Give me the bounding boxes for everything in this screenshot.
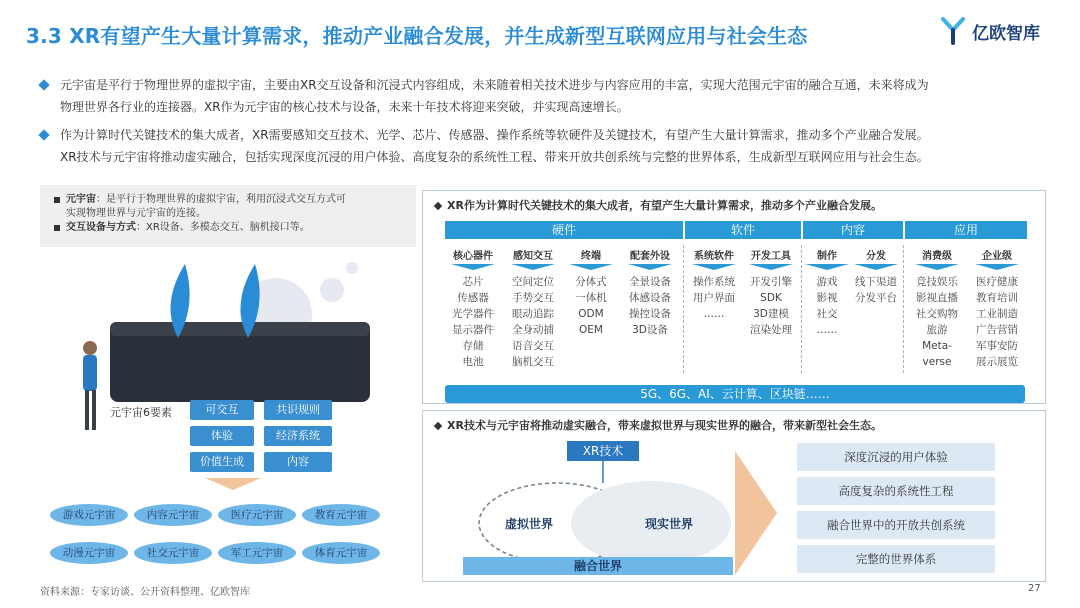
column-heading: 核心器件: [453, 251, 493, 262]
real-world-label: 现实世界: [645, 517, 694, 531]
fusion-panel-heading: [435, 417, 882, 433]
chevron-down-icon: [749, 264, 793, 270]
column-item: 影视直播: [916, 292, 958, 304]
column-item: 眼动追踪: [512, 308, 554, 320]
column-item: 电池: [462, 356, 484, 368]
six-elements-label: 元宇宙6要素: [110, 406, 172, 419]
definition-item: [52, 221, 404, 235]
universe-ellipse: 游戏元宇宙: [50, 504, 128, 526]
divider: [801, 245, 802, 373]
down-arrow-icon: [205, 478, 261, 490]
column-item: 传感器: [457, 292, 489, 304]
heading-text: XR技术与元宇宙将推动虚实融合，带来虚拟世界与现实世界的融合，带来新型社会生态。: [447, 419, 882, 432]
universe-ellipse: 医疗元宇宙: [218, 504, 296, 526]
column-item: 脑机交互: [512, 356, 554, 368]
column-item: 语音交互: [512, 340, 554, 352]
column-item: 全景设备: [629, 276, 671, 288]
square-bullet-icon: [54, 225, 60, 231]
category-bar-application: 应用: [905, 221, 1027, 239]
divider: [903, 245, 904, 373]
column-item: 医疗健康: [976, 276, 1018, 288]
column-item: ……: [703, 308, 725, 320]
column: [447, 247, 499, 370]
diamond-bullet-icon: [434, 422, 442, 430]
source-note: 资料来源：专家访谈、公开资料整理、亿欧智库: [40, 587, 250, 598]
column: [687, 247, 741, 322]
column-item: 用户界面: [693, 292, 735, 304]
infrastructure-bar: 5G、6G、AI、云计算、区块链……: [445, 385, 1025, 403]
definition-text: ：是平行于物理世界的虚拟宇宙，利用沉浸式交互方式可: [96, 194, 346, 205]
chevron-down-icon: [628, 264, 672, 270]
column-item: 竞技娱乐: [916, 276, 958, 288]
chevron-down-icon: [854, 264, 898, 270]
column-heading: 企业级: [982, 251, 1012, 262]
column-heading: 系统软件: [694, 251, 734, 262]
column: [805, 247, 849, 338]
column-heading: 配套外设: [630, 251, 670, 262]
outcome-box: 高度复杂的系统性工程: [797, 477, 995, 505]
fusion-world-bar: 融合世界: [463, 557, 733, 575]
definition-text: ：XR设备、多模态交互、脑机接口等。: [136, 222, 310, 233]
category-bar-software: 软件: [685, 221, 801, 239]
chevron-down-icon: [915, 264, 959, 270]
intro-bullets: [40, 74, 1050, 174]
column-item: 手势交互: [512, 292, 554, 304]
universe-ellipse: 动漫元宇宙: [50, 542, 128, 564]
element-chip: 可交互: [190, 400, 254, 420]
column-item: 旅游: [926, 324, 948, 336]
column-item: 操作系统: [693, 276, 735, 288]
column-item: 军事安防: [976, 340, 1018, 352]
column-item: 开发引擎: [750, 276, 792, 288]
bullet-paragraph: [40, 74, 1050, 118]
definition-term: 交互设备与方式: [66, 222, 136, 233]
chevron-down-icon: [805, 264, 849, 270]
definition-term: 元宇宙: [66, 194, 96, 205]
chevron-down-icon: [511, 264, 555, 270]
chevron-down-icon: [569, 264, 613, 270]
bullet-line: 作为计算时代关键技术的集大成者，XR需要感知交互技术、光学、芯片、传感器、操作系统等软硬件及关键技术，有望产生大量计算需求，推动多个产业融合发展。: [60, 128, 929, 142]
column-item: 显示器件: [452, 324, 494, 336]
xr-tech-box: XR技术: [567, 441, 639, 461]
column-item: 工业制造: [976, 308, 1018, 320]
right-arrow-icon: [735, 451, 777, 575]
column-item: 空间定位: [512, 276, 554, 288]
definition-item: [52, 193, 404, 221]
column-item: 3D设备: [632, 324, 668, 336]
category-bar-content: 内容: [803, 221, 903, 239]
virtual-world-label: 虚拟世界: [505, 517, 554, 531]
column-item: 影视: [816, 292, 838, 304]
column-item: 全身动捕: [512, 324, 554, 336]
universe-ellipse: 体育元宇宙: [302, 542, 380, 564]
column: [565, 247, 617, 338]
column-item: 社交购物: [916, 308, 958, 320]
column-item: 3D建模: [753, 308, 789, 320]
industry-panel: [422, 190, 1046, 404]
column-heading: 开发工具: [751, 251, 791, 262]
column-item: 广告营销: [976, 324, 1018, 336]
column-item: 展示展览: [976, 356, 1018, 368]
bullet-line: XR技术与元宇宙将推动虚实融合，包括实现深度沉浸的用户体验、高度复杂的系统性工程、带来开放共创系统与完整的世界体系，生成新型互联网应用与社会生态。: [60, 150, 929, 164]
element-chip: 经济系统: [264, 426, 332, 446]
outcome-box: 融合世界中的开放共创系统: [797, 511, 995, 539]
universe-ellipse: 内容元宇宙: [134, 504, 212, 526]
universe-ellipse: 社交元宇宙: [134, 542, 212, 564]
chevron-down-icon: [975, 264, 1019, 270]
column: [505, 247, 561, 370]
category-bar-hardware: 硬件: [445, 221, 683, 239]
column-item: 分体式: [575, 276, 607, 288]
column: [851, 247, 901, 306]
column-heading: 分发: [866, 251, 886, 262]
column-item: 一体机: [575, 292, 607, 304]
column-item: ODM: [578, 308, 604, 320]
page-title: 3.3 XR有望产生大量计算需求，推动产业融合发展，并生成新型互联网应用与社会生态: [26, 24, 808, 48]
definition-text: 实现物理世界与元宇宙的连接。: [66, 208, 206, 219]
element-chip: 内容: [264, 452, 332, 472]
definition-box: [40, 185, 416, 247]
column-item: 渲染处理: [750, 324, 792, 336]
column-heading: 终端: [581, 251, 601, 262]
column-item: 分发平台: [855, 292, 897, 304]
outcome-box: 完整的世界体系: [797, 545, 995, 573]
column: [621, 247, 679, 338]
column: [969, 247, 1025, 370]
logo: [940, 16, 1040, 46]
heading-text: XR作为计算时代关键技术的集大成者，有望产生大量计算需求，推动多个产业融合发展。: [447, 199, 882, 212]
column-item: 社交: [816, 308, 838, 320]
diamond-bullet-icon: [38, 79, 49, 90]
column-item: SDK: [760, 292, 782, 304]
column-item: verse: [922, 356, 952, 368]
bullet-line: 物理世界各行业的连接器。XR作为元宇宙的核心技术与设备，未来十年技术将迎来突破，并实现高速增长。: [60, 100, 629, 114]
element-chip: 价值生成: [190, 452, 254, 472]
column-item: 芯片: [462, 276, 484, 288]
square-bullet-icon: [54, 197, 60, 203]
column-item: 游戏: [816, 276, 838, 288]
column-heading: 消费级: [922, 251, 952, 262]
column-item: 光学器件: [452, 308, 494, 320]
industry-panel-heading: [435, 197, 882, 213]
element-chip: 体验: [190, 426, 254, 446]
column-item: 存储: [462, 340, 484, 352]
bullet-paragraph: [40, 124, 1050, 168]
column-item: 教育培训: [976, 292, 1018, 304]
diamond-bullet-icon: [38, 129, 49, 140]
column-heading: 制作: [817, 251, 837, 262]
logo-text: 亿欧智库: [972, 23, 1040, 44]
outcome-box: 深度沉浸的用户体验: [797, 443, 995, 471]
logo-mark-icon: [940, 16, 966, 46]
element-chip: 共识规则: [264, 400, 332, 420]
column-item: OEM: [579, 324, 603, 336]
column-item: 线下渠道: [855, 276, 897, 288]
chevron-down-icon: [692, 264, 736, 270]
universe-ellipse: 教育元宇宙: [302, 504, 380, 526]
universe-ellipse: 军工元宇宙: [218, 542, 296, 564]
column-heading: 感知交互: [513, 251, 553, 262]
divider: [683, 245, 684, 373]
column-item: ……: [816, 324, 838, 336]
fusion-panel: [422, 410, 1046, 582]
column: [909, 247, 965, 370]
chevron-down-icon: [451, 264, 495, 270]
diamond-bullet-icon: [434, 202, 442, 210]
bullet-line: 元宇宙是平行于物理世界的虚拟宇宙，主要由XR交互设备和沉浸式内容组成，未来随着相关技术进步与内容应用的丰富，实现大范围元宇宙的融合互通，未来将成为: [60, 78, 929, 92]
column-item: 操控设备: [629, 308, 671, 320]
column: [743, 247, 799, 338]
universe-ellipses: [50, 504, 390, 574]
column-item: Meta-: [922, 340, 952, 352]
page-number: 27: [1028, 583, 1041, 594]
column-item: 体感设备: [629, 292, 671, 304]
